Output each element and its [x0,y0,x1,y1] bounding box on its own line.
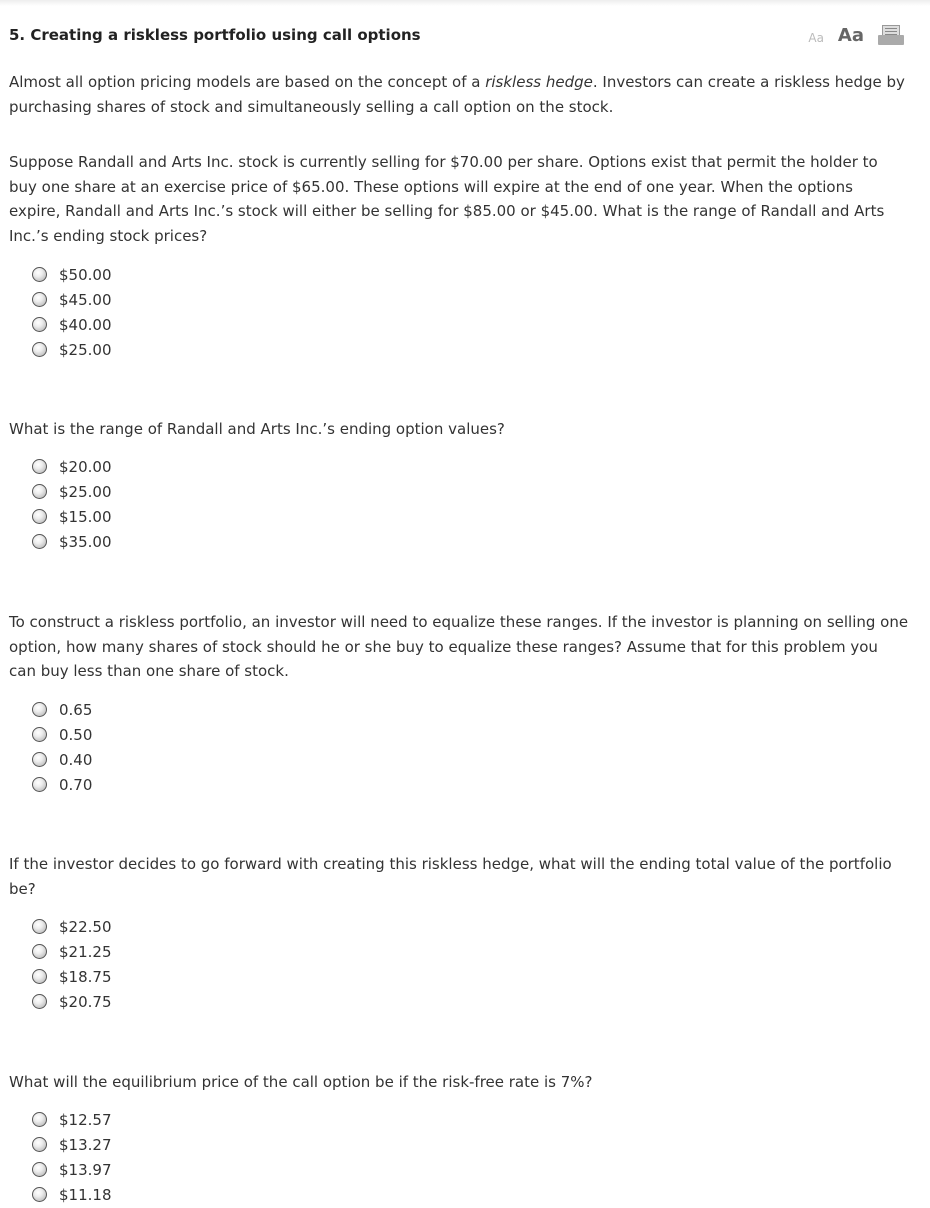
answer-option[interactable] [32,1157,112,1182]
option-label: $12.57 [59,1110,112,1129]
option-label: $35.00 [59,532,112,551]
radio-button[interactable] [32,1187,47,1202]
answer-option[interactable] [32,529,112,554]
radio-button[interactable] [32,944,47,959]
answer-option[interactable] [32,262,112,287]
option-label: $50.00 [59,265,112,284]
answer-option[interactable] [32,312,112,337]
option-label: $45.00 [59,290,112,309]
radio-button[interactable] [32,317,47,332]
increase-font-button[interactable]: Aa [837,24,864,46]
option-label: $25.00 [59,340,112,359]
radio-button[interactable] [32,267,47,282]
answer-options [32,262,112,362]
option-label: $20.00 [59,457,112,476]
option-label: 0.50 [59,725,93,744]
answer-options [32,454,112,554]
answer-option[interactable] [32,1182,112,1207]
radio-button[interactable] [32,752,47,767]
option-label: $18.75 [59,967,112,986]
option-label: $22.50 [59,917,112,936]
answer-option[interactable] [32,722,92,747]
option-label: $40.00 [59,315,112,334]
answer-option[interactable] [32,504,112,529]
radio-button[interactable] [32,459,47,474]
radio-button[interactable] [32,1137,47,1152]
radio-button[interactable] [32,919,47,934]
option-label: $11.18 [59,1185,112,1204]
question-prompt: Suppose Randall and Arts Inc. stock is currently selling for $70.00 per share. Options exist that permit the holder to buy one share at an exercise price of $65.00. These options will expire at the end of one year. When the options expire, Randall and Arts Inc.’s stock will either be selling for $85.00 or $45.00. What is the range of Randall and Arts Inc.’s ending stock prices? [9,153,885,245]
answer-option[interactable] [32,964,112,989]
option-label: $25.00 [59,482,112,501]
radio-button[interactable] [32,342,47,357]
toolbar [808,24,904,46]
answer-option[interactable] [32,697,92,722]
question-prompt: What is the range of Randall and Arts Inc.’s ending option values? [9,420,505,438]
top-border [0,0,930,6]
radio-button[interactable] [32,1162,47,1177]
question-prompt: To construct a riskless portfolio, an investor will need to equalize these ranges. If the investor is planning on selling one option, how many shares of stock should he or she buy to equalize these ranges? Assume that for this problem you can buy less than one share of stock. [9,613,909,680]
answer-option[interactable] [32,287,112,312]
radio-button[interactable] [32,969,47,984]
option-label: 0.40 [59,750,93,769]
question-prompt: What will the equilibrium price of the call option be if the risk-free rate is 7%? [9,1073,593,1091]
radio-button[interactable] [32,1112,47,1127]
answer-option[interactable] [32,989,112,1014]
intro-paragraph: Almost all option pricing models are based on the concept of a riskless hedge. Investors can create a riskless hedge by purchasing shares of stock and simultaneously selling a call option on the stock. [9,73,905,116]
radio-button[interactable] [32,702,47,717]
radio-button[interactable] [32,509,47,524]
option-label: 0.65 [59,700,93,719]
option-label: $20.75 [59,992,112,1011]
decrease-font-button[interactable]: Aa [808,30,824,45]
option-label: $21.25 [59,942,112,961]
question-prompt: If the investor decides to go forward with creating this riskless hedge, what will the ending total value of the portfolio be? [9,855,892,898]
radio-button[interactable] [32,994,47,1009]
answer-options [32,1107,112,1207]
option-label: $13.97 [59,1160,112,1179]
answer-option[interactable] [32,939,112,964]
option-label: $15.00 [59,507,112,526]
radio-button[interactable] [32,292,47,307]
radio-button[interactable] [32,727,47,742]
answer-option[interactable] [32,337,112,362]
answer-option[interactable] [32,747,92,772]
option-label: 0.70 [59,775,93,794]
riskless-hedge-term: riskless hedge [485,73,593,91]
page-title: 5. Creating a riskless portfolio using call options [9,26,421,44]
answer-option[interactable] [32,1132,112,1157]
answer-option[interactable] [32,772,92,797]
answer-options [32,914,112,1014]
radio-button[interactable] [32,777,47,792]
radio-button[interactable] [32,484,47,499]
answer-option[interactable] [32,914,112,939]
option-label: $13.27 [59,1135,112,1154]
print-icon[interactable] [878,24,904,46]
answer-options [32,697,92,797]
answer-option[interactable] [32,1107,112,1132]
radio-button[interactable] [32,534,47,549]
answer-option[interactable] [32,479,112,504]
answer-option[interactable] [32,454,112,479]
